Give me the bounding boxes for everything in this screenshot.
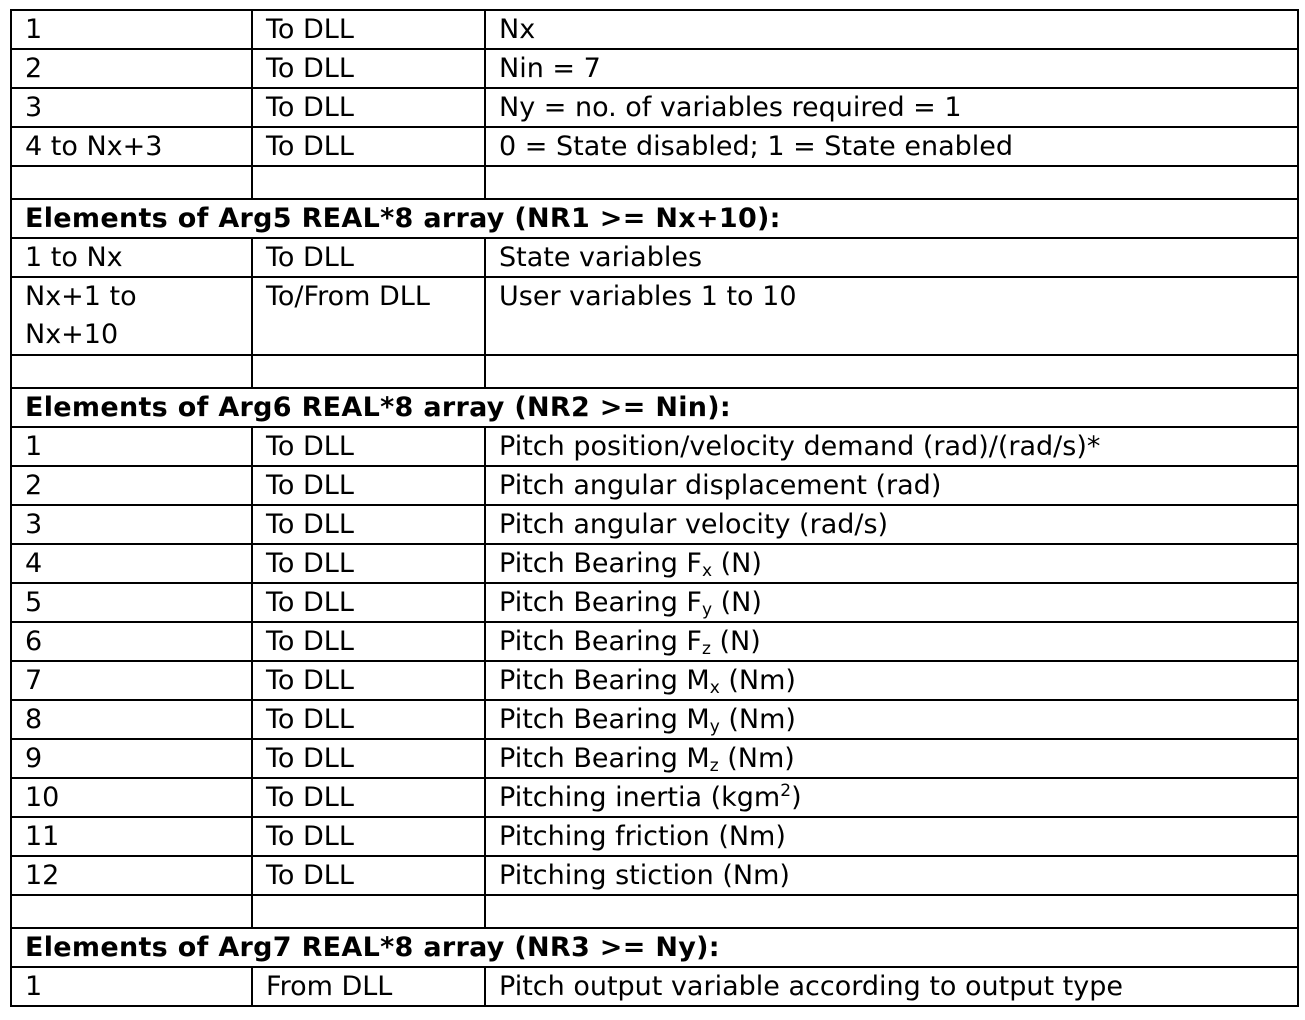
- direction-cell: To DLL: [252, 739, 485, 778]
- empty-index-cell: [11, 166, 252, 199]
- direction-cell: To DLL: [252, 127, 485, 166]
- section-header: Elements of Arg6 REAL*8 array (NR2 >= Nin):: [11, 388, 1298, 427]
- direction-cell: To/From DLL: [252, 277, 485, 355]
- table-row: [11, 661, 1298, 700]
- table-body: [11, 10, 1298, 1006]
- description-cell: [485, 238, 1298, 277]
- table-row: [11, 505, 1298, 544]
- direction-cell: To DLL: [252, 583, 485, 622]
- direction-cell: To DLL: [252, 622, 485, 661]
- table-row: [11, 355, 1298, 388]
- description-text: Nin = 7: [499, 53, 601, 84]
- supscript-text: 2: [780, 781, 792, 801]
- index-cell: 8: [11, 700, 252, 739]
- table-row: [11, 388, 1298, 427]
- index-cell: 9: [11, 739, 252, 778]
- empty-index-cell: [11, 895, 252, 928]
- description-cell: [485, 88, 1298, 127]
- index-line: Nx+1 to: [25, 281, 137, 312]
- direction-cell: To DLL: [252, 49, 485, 88]
- direction-cell: To DLL: [252, 238, 485, 277]
- index-cell: 2: [11, 49, 252, 88]
- description-text: Pitch angular displacement (rad): [499, 470, 942, 501]
- description-text: Pitching friction (Nm): [499, 821, 786, 852]
- description-cell: [485, 127, 1298, 166]
- description-cell: [485, 778, 1298, 817]
- table-row: [11, 127, 1298, 166]
- description-cell: [485, 466, 1298, 505]
- empty-description-cell: [485, 895, 1298, 928]
- table-row: [11, 238, 1298, 277]
- empty-direction-cell: [252, 895, 485, 928]
- table-row: [11, 199, 1298, 238]
- empty-index-cell: [11, 355, 252, 388]
- description-text: ): [791, 782, 802, 813]
- empty-direction-cell: [252, 166, 485, 199]
- table-row: [11, 700, 1298, 739]
- table-row: [11, 10, 1298, 49]
- description-text: Pitching inertia (kgm: [499, 782, 781, 813]
- description-text: Pitch Bearing M: [499, 665, 710, 696]
- description-text: User variables 1 to 10: [499, 281, 797, 312]
- table-row: [11, 895, 1298, 928]
- index-cell: 10: [11, 778, 252, 817]
- description-cell: [485, 661, 1298, 700]
- description-text: Pitch output variable according to output type: [499, 971, 1123, 1002]
- description-text: Nx: [499, 14, 536, 45]
- table-row: [11, 427, 1298, 466]
- empty-direction-cell: [252, 355, 485, 388]
- index-cell: 4 to Nx+3: [11, 127, 252, 166]
- table-row: [11, 856, 1298, 895]
- index-line: Nx+10: [25, 319, 119, 350]
- description-cell: [485, 49, 1298, 88]
- index-cell: [11, 277, 252, 355]
- description-cell: [485, 967, 1298, 1006]
- index-cell: 11: [11, 817, 252, 856]
- description-text: Ny = no. of variables required = 1: [499, 92, 962, 123]
- direction-cell: To DLL: [252, 817, 485, 856]
- table-row: [11, 739, 1298, 778]
- subscript-text: y: [709, 717, 720, 737]
- description-text: Pitch angular velocity (rad/s): [499, 509, 889, 540]
- index-cell: 1: [11, 967, 252, 1006]
- dll-interface-table: [10, 9, 1299, 1007]
- table-row: [11, 778, 1298, 817]
- section-header: Elements of Arg7 REAL*8 array (NR3 >= Ny):: [11, 928, 1298, 967]
- table-row: [11, 622, 1298, 661]
- description-cell: [485, 856, 1298, 895]
- table-row: [11, 466, 1298, 505]
- description-cell: [485, 700, 1298, 739]
- index-cell: 1: [11, 427, 252, 466]
- description-text: Pitch Bearing F: [499, 626, 702, 657]
- description-text: (Nm): [719, 704, 796, 735]
- description-text: (N): [712, 587, 762, 618]
- index-cell: 4: [11, 544, 252, 583]
- index-cell: 3: [11, 88, 252, 127]
- direction-cell: To DLL: [252, 544, 485, 583]
- direction-cell: To DLL: [252, 505, 485, 544]
- table-row: [11, 583, 1298, 622]
- direction-cell: To DLL: [252, 856, 485, 895]
- description-text: Pitch Bearing M: [499, 704, 710, 735]
- description-cell: [485, 739, 1298, 778]
- description-text: (Nm): [718, 743, 795, 774]
- index-cell: 6: [11, 622, 252, 661]
- direction-cell: To DLL: [252, 661, 485, 700]
- description-cell: [485, 817, 1298, 856]
- direction-cell: To DLL: [252, 778, 485, 817]
- section-header: Elements of Arg5 REAL*8 array (NR1 >= Nx+10):: [11, 199, 1298, 238]
- description-text: Pitch position/velocity demand (rad)/(rad/s)*: [499, 431, 1101, 462]
- subscript-text: x: [701, 561, 713, 581]
- index-cell: 1 to Nx: [11, 238, 252, 277]
- table-row: [11, 544, 1298, 583]
- index-cell: 1: [11, 10, 252, 49]
- direction-cell: To DLL: [252, 10, 485, 49]
- direction-cell: To DLL: [252, 466, 485, 505]
- subscript-text: z: [709, 756, 719, 776]
- direction-cell: To DLL: [252, 88, 485, 127]
- index-cell: 7: [11, 661, 252, 700]
- description-text: (Nm): [719, 665, 796, 696]
- table-row: [11, 817, 1298, 856]
- table-row: [11, 967, 1298, 1006]
- description-cell: [485, 583, 1298, 622]
- subscript-text: z: [701, 639, 711, 659]
- description-text: Pitch Bearing M: [499, 743, 710, 774]
- description-text: (N): [712, 548, 762, 579]
- table-row: [11, 928, 1298, 967]
- subscript-text: y: [701, 600, 713, 620]
- description-cell: [485, 505, 1298, 544]
- description-text: 0 = State disabled; 1 = State enabled: [499, 131, 1014, 162]
- description-text: Pitch Bearing F: [499, 548, 702, 579]
- description-text: Pitch Bearing F: [499, 587, 702, 618]
- description-cell: [485, 622, 1298, 661]
- description-cell: [485, 544, 1298, 583]
- empty-description-cell: [485, 166, 1298, 199]
- description-cell: [485, 10, 1298, 49]
- description-text: Pitching stiction (Nm): [499, 860, 790, 891]
- table-row: [11, 88, 1298, 127]
- index-cell: 3: [11, 505, 252, 544]
- direction-cell: To DLL: [252, 700, 485, 739]
- table-row: [11, 166, 1298, 199]
- empty-description-cell: [485, 355, 1298, 388]
- description-cell: [485, 427, 1298, 466]
- direction-cell: From DLL: [252, 967, 485, 1006]
- subscript-text: x: [709, 678, 720, 698]
- description-cell: [485, 277, 1298, 355]
- index-cell: 2: [11, 466, 252, 505]
- index-cell: 5: [11, 583, 252, 622]
- table-row: [11, 49, 1298, 88]
- index-cell: 12: [11, 856, 252, 895]
- table-row: [11, 277, 1298, 355]
- direction-cell: To DLL: [252, 427, 485, 466]
- description-text: State variables: [499, 242, 703, 273]
- description-text: (N): [710, 626, 761, 657]
